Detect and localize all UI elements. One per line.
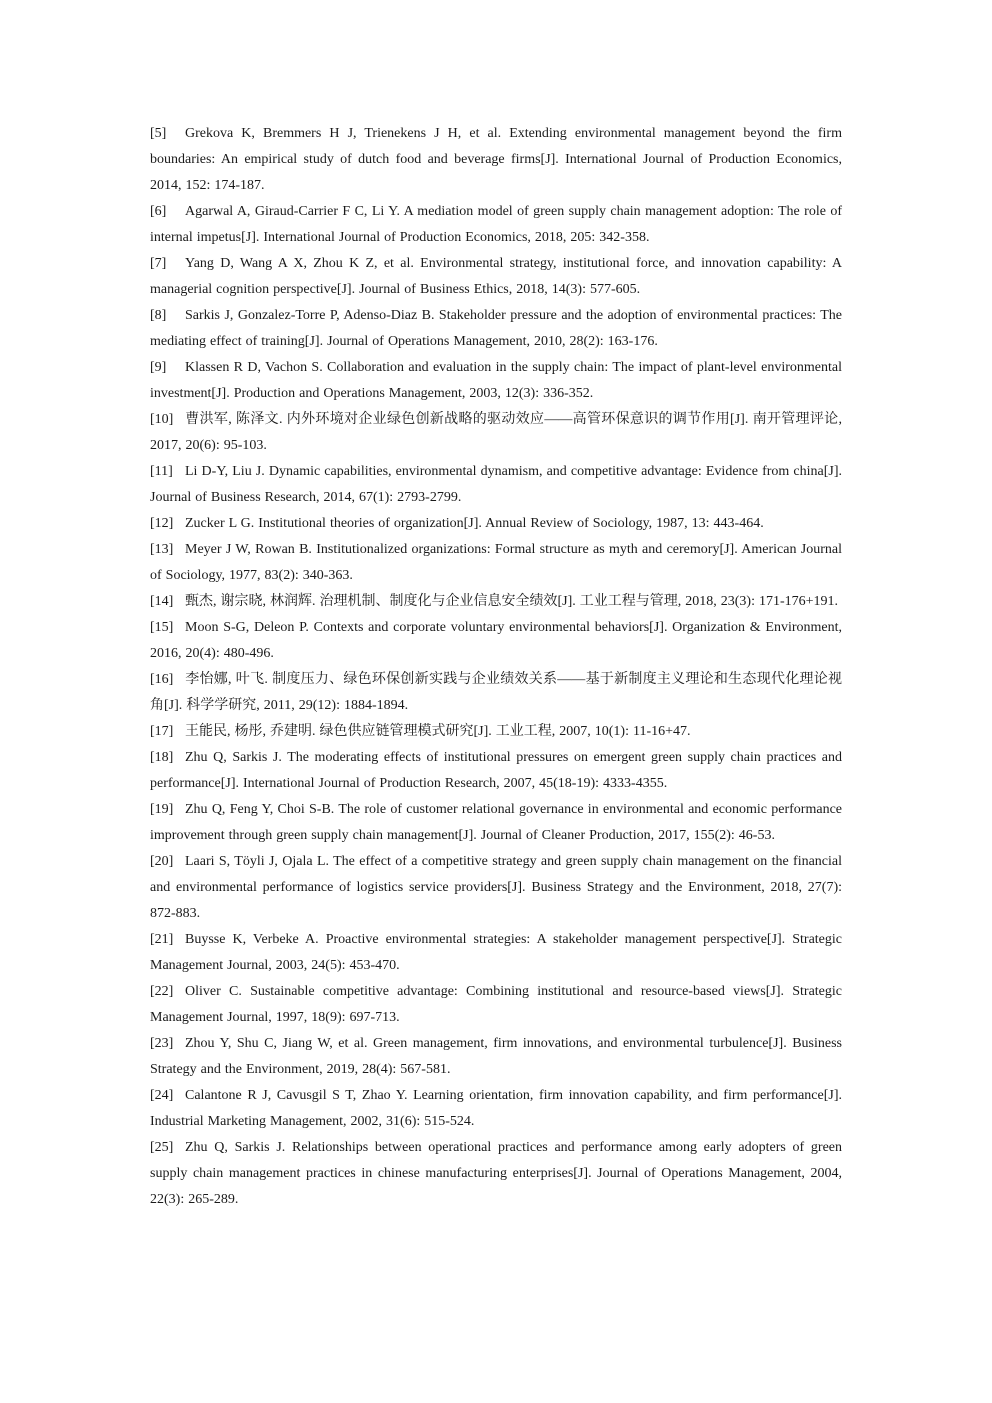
reference-text: Zucker L G. Institutional theories of organization[J]. Annual Review of Sociology, 1987, 13: 443-464. (185, 516, 764, 531)
reference-text: 李怡娜, 叶飞. 制度压力、绿色环保创新实践与企业绩效关系——基于新制度主义理论和生态现代化理论视角[J]. 科学学研究, 2011, 29(12): 1884-1894. (150, 672, 842, 713)
reference-number: [16] (150, 672, 174, 687)
reference-text: Moon S-G, Deleon P. Contexts and corporate voluntary environmental behaviors[J]. Organization & Environment, 2016, 20(4): 480-496. (150, 620, 842, 661)
reference-item (150, 589, 842, 615)
reference-number: [10] (150, 412, 174, 427)
reference-text: Li D-Y, Liu J. Dynamic capabilities, environmental dynamism, and competitive advantage: Evidence from china[J]. Journal of Business Research, 2014, 67(1): 2793-2799. (150, 464, 842, 505)
reference-item (150, 849, 842, 927)
reference-item (150, 615, 842, 667)
reference-text: Laari S, Töyli J, Ojala L. The effect of a competitive strategy and green supply chain management on the financial and environmental performance of logistics service providers[J]. Business Strategy and the Environment, 2018, 27(7): 872-883. (150, 854, 842, 921)
reference-text: 曹洪军, 陈泽文. 内外环境对企业绿色创新战略的驱动效应——高管环保意识的调节作用[J]. 南开管理评论, 2017, 20(6): 95-103. (150, 412, 842, 453)
reference-number: [15] (150, 620, 174, 635)
reference-item (150, 719, 842, 745)
reference-text: Zhu Q, Feng Y, Choi S-B. The role of customer relational governance in environmental and economic performance improvement through green supply chain management[J]. Journal of Cleaner Production, 2017, 155(2): 46-53. (150, 802, 842, 843)
reference-number: [19] (150, 802, 174, 817)
reference-text: Calantone R J, Cavusgil S T, Zhao Y. Learning orientation, firm innovation capability, and firm performance[J]. Industrial Marketing Management, 2002, 31(6): 515-524. (150, 1088, 842, 1129)
reference-item (150, 797, 842, 849)
reference-item (150, 199, 842, 251)
reference-number: [6] (150, 204, 167, 219)
reference-number: [23] (150, 1036, 174, 1051)
reference-number: [22] (150, 984, 174, 999)
reference-item (150, 667, 842, 719)
reference-item (150, 251, 842, 303)
reference-text: Zhu Q, Sarkis J. The moderating effects of institutional pressures on emergent green supply chain practices and performance[J]. International Journal of Production Research, 2007, 45(18-19): 4333-4355. (150, 750, 842, 791)
reference-number: [9] (150, 360, 167, 375)
reference-text: 甄杰, 谢宗晓, 林润辉. 治理机制、制度化与企业信息安全绩效[J]. 工业工程与管理, 2018, 23(3): 171-176+191. (185, 594, 839, 609)
reference-item (150, 407, 842, 459)
reference-item (150, 1031, 842, 1083)
reference-number: [25] (150, 1140, 174, 1155)
reference-item (150, 459, 842, 511)
reference-text: Zhu Q, Sarkis J. Relationships between operational practices and performance among early adopters of green supply chain management practices in chinese manufacturing enterprises[J]. Journal of Operations Management, 2004, 22(3): 265-289. (150, 1140, 842, 1207)
reference-item (150, 979, 842, 1031)
reference-text: Meyer J W, Rowan B. Institutionalized organizations: Formal structure as myth and ceremory[J]. American Journal of Sociology, 1977, 83(2): 340-363. (150, 542, 842, 583)
reference-item (150, 927, 842, 979)
reference-item (150, 303, 842, 355)
reference-text: Agarwal A, Giraud-Carrier F C, Li Y. A mediation model of green supply chain management adoption: The role of internal impetus[J]. International Journal of Production Economics, 2018, 205: 342-358. (150, 204, 842, 245)
reference-item (150, 745, 842, 797)
reference-item (150, 1083, 842, 1135)
reference-item (150, 1135, 842, 1213)
reference-number: [17] (150, 724, 174, 739)
reference-number: [24] (150, 1088, 174, 1103)
reference-text: Yang D, Wang A X, Zhou K Z, et al. Environmental strategy, institutional force, and innovation capability: A managerial cognition perspective[J]. Journal of Business Ethics, 2018, 14(3): 577-605. (150, 256, 842, 297)
reference-list (150, 121, 842, 1213)
reference-number: [21] (150, 932, 174, 947)
reference-text: 王能民, 杨彤, 乔建明. 绿色供应链管理模式研究[J]. 工业工程, 2007, 10(1): 11-16+47. (185, 724, 691, 739)
reference-text: Buysse K, Verbeke A. Proactive environmental strategies: A stakeholder management perspective[J]. Strategic Management Journal, 2003, 24(5): 453-470. (150, 932, 842, 973)
reference-item (150, 121, 842, 199)
reference-number: [11] (150, 464, 173, 479)
reference-number: [14] (150, 594, 174, 609)
reference-item (150, 355, 842, 407)
reference-text: Zhou Y, Shu C, Jiang W, et al. Green management, firm innovations, and environmental turbulence[J]. Business Strategy and the Environment, 2019, 28(4): 567-581. (150, 1036, 842, 1077)
reference-text: Klassen R D, Vachon S. Collaboration and evaluation in the supply chain: The impact of plant-level environmental investment[J]. Production and Operations Management, 2003, 12(3): 336-352. (150, 360, 842, 401)
reference-item (150, 511, 842, 537)
reference-text: Sarkis J, Gonzalez-Torre P, Adenso-Diaz B. Stakeholder pressure and the adoption of environmental practices: The mediating effect of training[J]. Journal of Operations Management, 2010, 28(2): 163-176. (150, 308, 842, 349)
reference-number: [5] (150, 126, 167, 141)
reference-number: [20] (150, 854, 174, 869)
reference-number: [12] (150, 516, 174, 531)
reference-number: [18] (150, 750, 174, 765)
reference-item (150, 537, 842, 589)
reference-text: Oliver C. Sustainable competitive advantage: Combining institutional and resource-based views[J]. Strategic Management Journal, 1997, 18(9): 697-713. (150, 984, 842, 1025)
reference-number: [13] (150, 542, 174, 557)
reference-number: [8] (150, 308, 167, 323)
reference-text: Grekova K, Bremmers H J, Trienekens J H, et al. Extending environmental management beyond the firm boundaries: An empirical study of dutch food and beverage firms[J]. International Journal of Production Economics, 2014, 152: 174-187. (150, 126, 842, 193)
reference-number: [7] (150, 256, 167, 271)
